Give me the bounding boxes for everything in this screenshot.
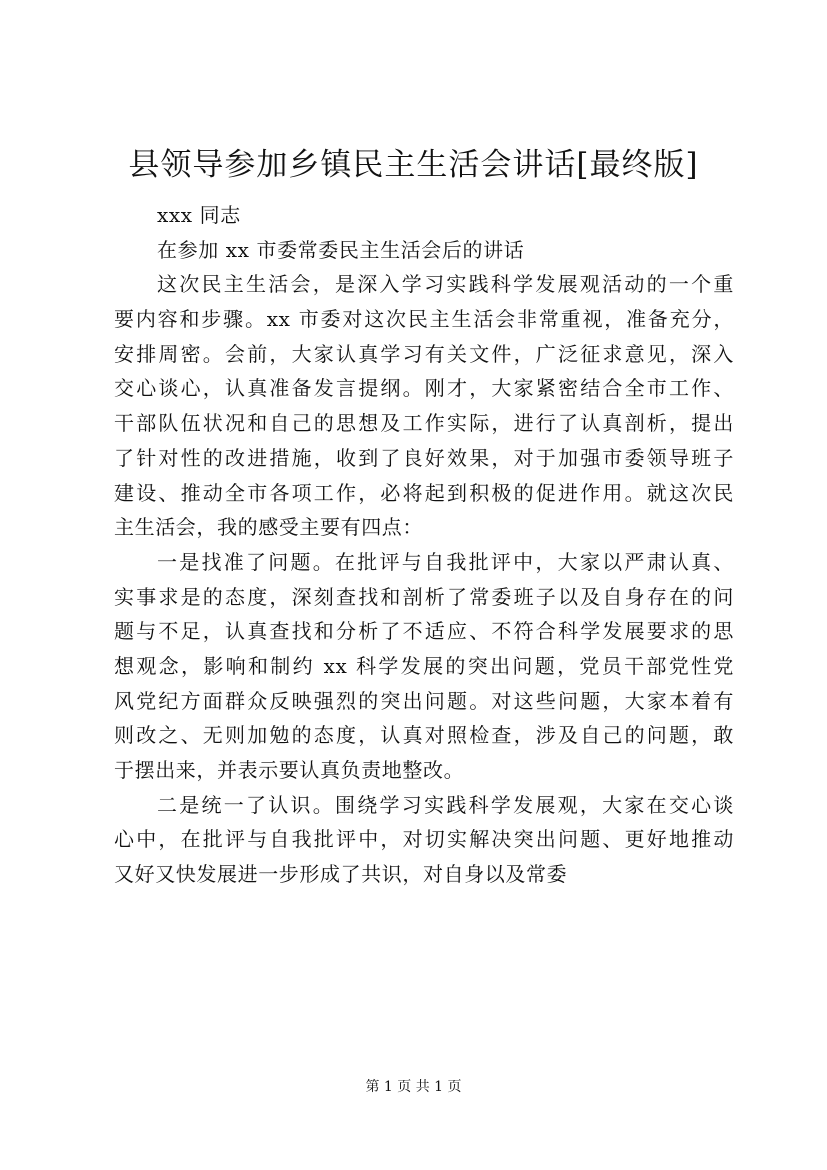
- paragraph-line: 一是找准了问题。在批评与自我批评中，大家以严肃认真、: [157, 549, 734, 574]
- paragraph-line: 二是统一了认识。围绕学习实践科学发展观，大家在交心谈: [157, 792, 734, 817]
- paragraph-line: 又好又快发展进一步形成了共识，对自身以及常委: [114, 862, 568, 887]
- paragraph-line: 安排周密。会前，大家认真学习有关文件，广泛征求意见，深入: [114, 341, 734, 366]
- paragraph-line: 想观念，影响和制约 xx 科学发展的突出问题，党员干部党性党: [114, 653, 734, 678]
- document-title: 县领导参加乡镇民主生活会讲话[最终版]: [128, 147, 699, 183]
- paragraph-line: 建设、推动全市各项工作，必将起到积极的促进作用。就这次民: [114, 480, 734, 505]
- paragraph-line: 实事求是的态度，深刻查找和剖析了常委班子以及自身存在的问: [114, 584, 734, 609]
- page-footer: 第 1 页 共 1 页: [365, 1079, 462, 1095]
- paragraph-line: 交心谈心，认真准备发言提纲。刚才，大家紧密结合全市工作、: [114, 376, 734, 401]
- paragraph-line: 题与不足，认真查找和分析了不适应、不符合科学发展要求的思: [114, 619, 734, 644]
- paragraph-line: 则改之、无则加勉的态度，认真对照检查，涉及自己的问题，敢: [114, 723, 734, 748]
- paragraph-line: 这次民主生活会，是深入学习实践科学发展观活动的一个重: [157, 272, 734, 297]
- document-body: [114, 198, 734, 892]
- paragraph-line: 于摆出来，并表示要认真负责地整改。: [114, 758, 465, 782]
- paragraph-line: 了针对性的改进措施，收到了良好效果，对于加强市委领导班子: [114, 445, 734, 470]
- subtitle-line: 在参加 xx 市委常委民主生活会后的讲话: [157, 237, 525, 262]
- salutation-line: xxx 同志: [157, 203, 241, 227]
- paragraph-line: 干部队伍状况和自己的思想及工作实际，进行了认真剖析，提出: [114, 411, 734, 436]
- paragraph-line: 心中，在批评与自我批评中，对切实解决突出问题、更好地推动: [114, 827, 734, 852]
- paragraph-line: 风党纪方面群众反映强烈的突出问题。对这些问题，大家本着有: [114, 688, 734, 713]
- paragraph-line: 要内容和步骤。xx 市委对这次民主生活会非常重视，准备充分，: [114, 307, 734, 332]
- paragraph-line: 主生活会，我的感受主要有四点：: [114, 515, 423, 540]
